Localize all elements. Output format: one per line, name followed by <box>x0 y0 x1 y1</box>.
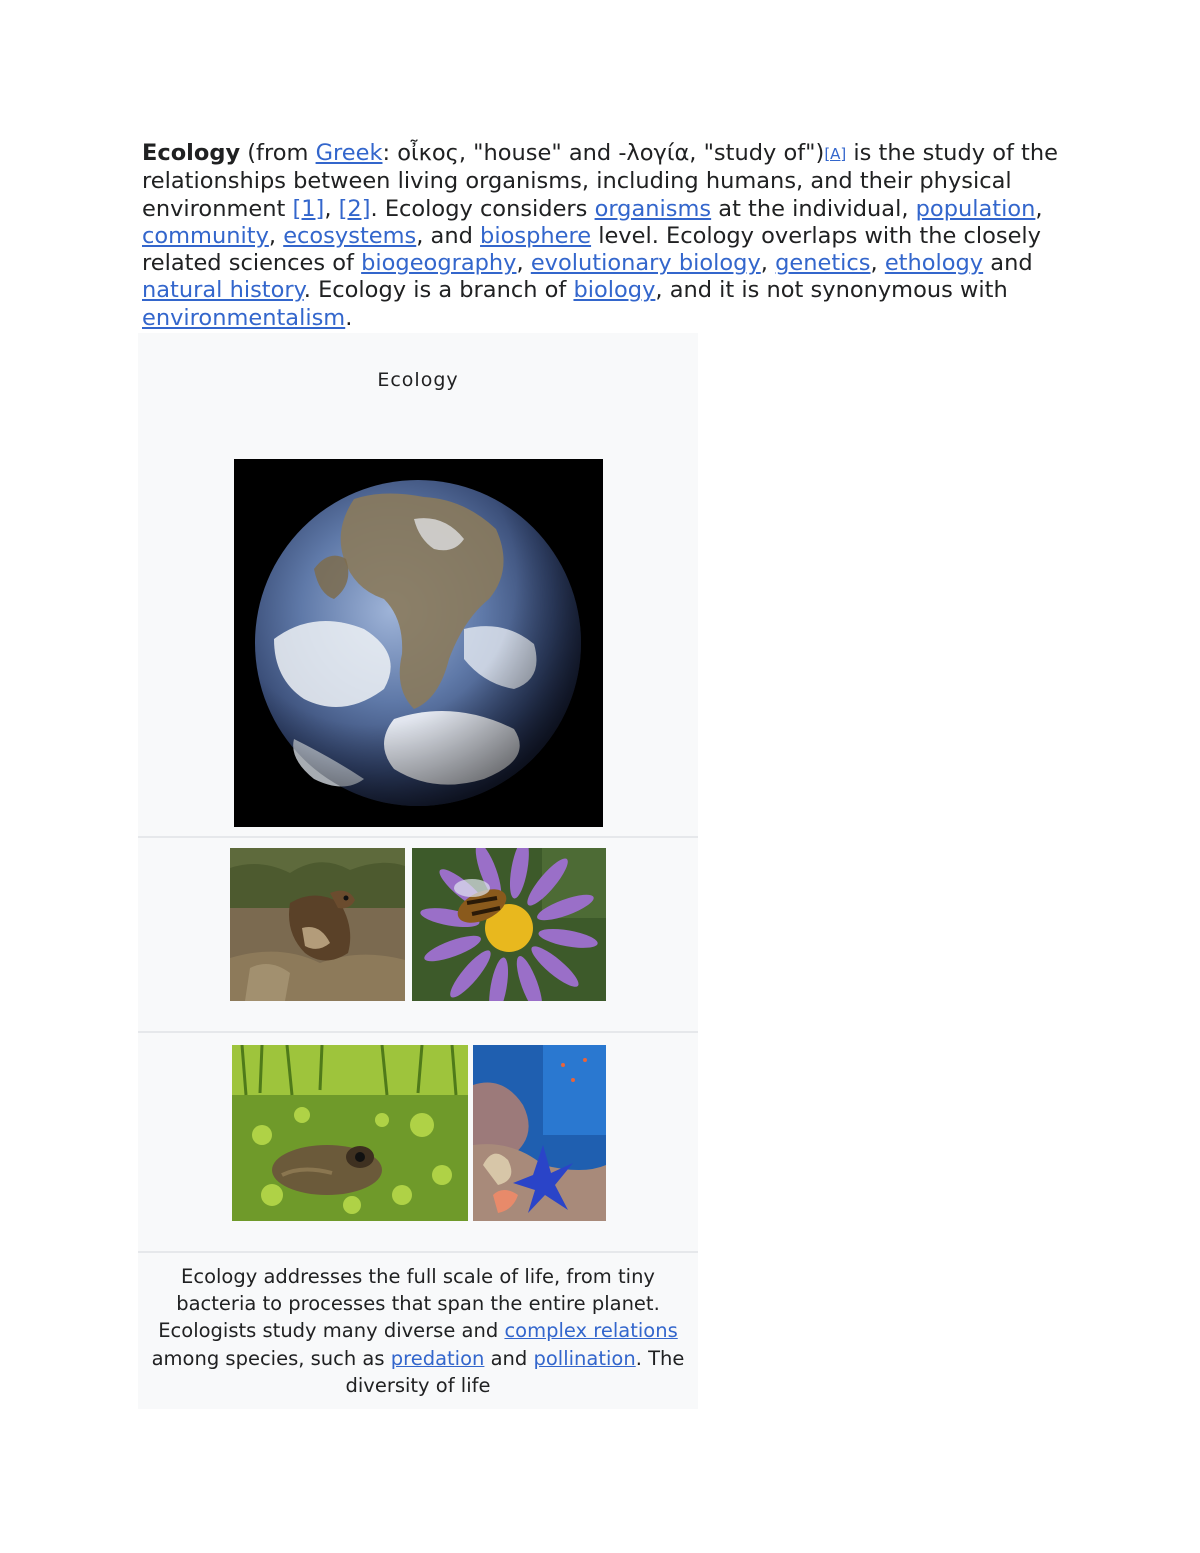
link-biology[interactable]: biology <box>573 277 656 304</box>
text-run: , <box>1035 195 1043 222</box>
ref-2-link[interactable]: [2] <box>338 195 371 222</box>
text-run: and <box>983 250 1033 277</box>
link-complex-relations[interactable]: complex relations <box>504 1319 678 1343</box>
link-predation[interactable]: predation <box>390 1346 485 1370</box>
text-run: (from <box>240 140 316 166</box>
text-run: level. Ecology overlaps with the closely related sciences of <box>142 222 1041 277</box>
text-run: . Ecology considers <box>370 195 595 222</box>
ref-1-link[interactable]: [1] <box>292 195 325 222</box>
text-run: , and it is not synonymous with <box>655 277 1008 304</box>
link-genetics[interactable]: genetics <box>775 250 871 277</box>
infobox-divider <box>138 1251 698 1253</box>
link-greek[interactable]: Greek <box>315 140 383 166</box>
link-biosphere[interactable]: biosphere <box>480 222 592 249</box>
infobox-title: Ecology <box>377 369 459 391</box>
text-run: , <box>268 222 284 249</box>
link-evolutionary-biology[interactable]: evolutionary biology <box>530 250 761 277</box>
link-ethology[interactable]: ethology <box>884 250 984 277</box>
link-population[interactable]: population <box>915 195 1036 222</box>
coral-reef-photo[interactable] <box>473 1045 606 1221</box>
text-run: , <box>760 250 776 277</box>
text-run: , and <box>416 222 481 249</box>
infobox <box>138 333 698 1409</box>
infobox-caption <box>138 1263 698 1399</box>
link-organisms[interactable]: organisms <box>594 195 712 222</box>
link-biogeography[interactable]: biogeography <box>361 250 517 277</box>
text-run: is the study of the relationships between living organisms, including humans, and their physical environment <box>142 140 1058 222</box>
caption-text: and <box>484 1346 534 1370</box>
bee-on-aster-photo[interactable] <box>412 848 606 1001</box>
text-run: , <box>516 250 531 277</box>
link-community[interactable]: community <box>142 222 269 249</box>
text-run: . <box>345 304 353 331</box>
link-environmentalism[interactable]: environmentalism <box>142 304 346 331</box>
ref-a-link[interactable]: [A] <box>824 145 847 163</box>
link-pollination[interactable]: pollination <box>533 1346 636 1370</box>
text-run: , <box>324 195 339 222</box>
hawk-photo[interactable] <box>230 848 405 1001</box>
infobox-divider <box>138 1031 698 1033</box>
text-run: . Ecology is a branch of <box>303 277 574 304</box>
link-ecosystems[interactable]: ecosystems <box>283 222 417 249</box>
earth-photo[interactable] <box>234 459 603 827</box>
frog-in-pond-photo[interactable] <box>232 1045 468 1221</box>
caption-text: among species, such as <box>151 1346 391 1370</box>
caption-text: Ecology addresses the full scale of life, from tiny bacteria to processes that span the entire planet. Ecologists study many diverse and <box>158 1265 660 1343</box>
text-run: : οἶκος, "house" and -λογία, "study of") <box>382 140 825 166</box>
infobox-divider <box>138 836 698 838</box>
link-natural-history[interactable]: natural history <box>142 277 304 304</box>
text-run: at the individual, <box>711 195 916 222</box>
text-run: , <box>870 250 885 277</box>
caption-text: . The diversity of life <box>345 1346 685 1397</box>
term-ecology: Ecology <box>142 140 241 166</box>
intro-paragraph <box>142 140 1072 332</box>
